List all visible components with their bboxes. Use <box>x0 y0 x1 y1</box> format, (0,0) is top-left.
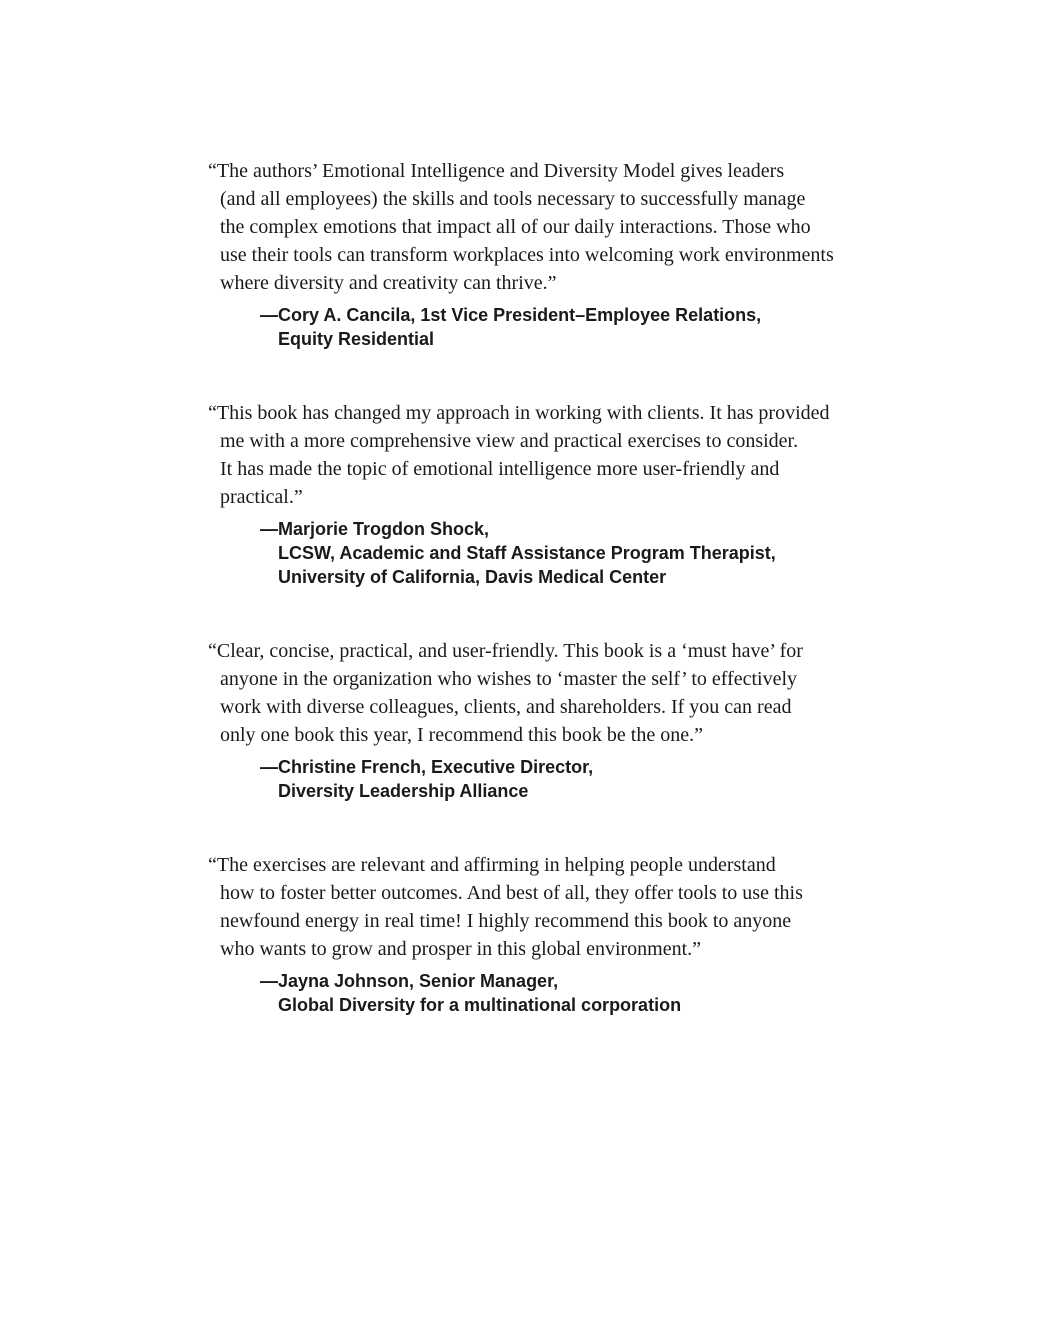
attribution-line: —Christine French, Executive Director, <box>260 757 594 777</box>
attribution-line: Global Diversity for a multinational corporation <box>278 995 682 1015</box>
attribution-line: —Jayna Johnson, Senior Manager, <box>260 971 559 991</box>
endorsement-johnson <box>208 851 908 1017</box>
quote-line: only one book this year, I recommend this book be the one.” <box>220 724 703 746</box>
endorsement-quote <box>208 851 908 963</box>
quote-line: me with a more comprehensive view and practical exercises to consider. <box>220 430 799 452</box>
quote-line: anyone in the organization who wishes to ‘master the self’ to effectively <box>220 668 798 690</box>
quote-line: practical.” <box>220 486 303 508</box>
endorsement-french <box>208 637 908 803</box>
endorsement-cancila <box>208 157 908 351</box>
endorsement-quote <box>208 399 908 511</box>
quote-line: work with diverse colleagues, clients, and shareholders. If you can read <box>220 696 792 718</box>
quote-line: who wants to grow and prosper in this global environment.” <box>220 938 702 960</box>
endorsement-quote <box>208 637 908 749</box>
endorsement-attribution <box>260 755 908 803</box>
quote-line: newfound energy in real time! I highly recommend this book to anyone <box>220 910 792 932</box>
attribution-line: Diversity Leadership Alliance <box>278 781 529 801</box>
quote-line: the complex emotions that impact all of our daily interactions. Those who <box>220 216 811 238</box>
attribution-line: LCSW, Academic and Staff Assistance Program Therapist, <box>278 543 776 563</box>
quote-line: use their tools can transform workplaces into welcoming work environments <box>220 244 834 266</box>
quote-line: (and all employees) the skills and tools necessary to successfully manage <box>220 188 806 210</box>
endorsement-quote <box>208 157 908 297</box>
quote-line: “Clear, concise, practical, and user-friendly. This book is a ‘must have’ for <box>208 640 803 662</box>
quote-line: “The authors’ Emotional Intelligence and Diversity Model gives leaders <box>208 160 785 182</box>
quote-line: It has made the topic of emotional intelligence more user-friendly and <box>220 458 780 480</box>
quote-line: how to foster better outcomes. And best of all, they offer tools to use this <box>220 882 803 904</box>
attribution-line: —Marjorie Trogdon Shock, <box>260 519 490 539</box>
quote-line: “The exercises are relevant and affirming in helping people understand <box>208 854 776 876</box>
endorsement-attribution <box>260 969 908 1017</box>
endorsement-attribution <box>260 303 908 351</box>
endorsement-attribution <box>260 517 908 589</box>
endorsement-shock <box>208 399 908 589</box>
quote-line: “This book has changed my approach in working with clients. It has provided <box>208 402 830 424</box>
attribution-line: University of California, Davis Medical Center <box>278 567 667 587</box>
attribution-line: —Cory A. Cancila, 1st Vice President–Employee Relations, <box>260 305 762 325</box>
quote-line: where diversity and creativity can thrive.” <box>220 272 557 294</box>
attribution-line: Equity Residential <box>278 329 435 349</box>
